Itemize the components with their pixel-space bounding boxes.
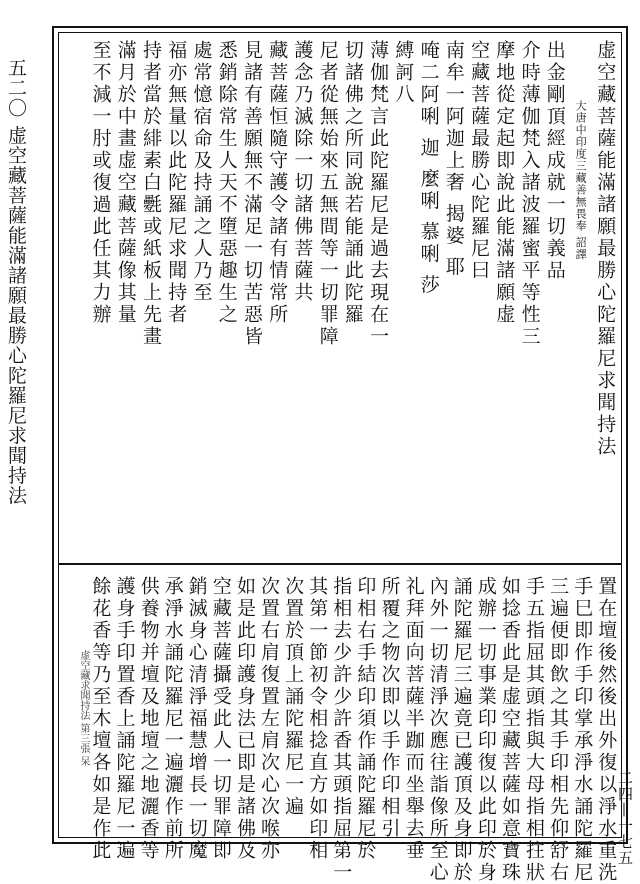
top-column: 至不減一肘或復過此任其力辦 <box>89 40 112 326</box>
bottom-column: 置在壇後然後出外復以淨水重洗 <box>595 576 618 884</box>
bottom-column: 礼拜面向菩薩半跏而坐舉去垂 <box>402 576 425 862</box>
bottom-column: 如捻香此是虚空藏菩薩如意寶珠 <box>499 576 521 884</box>
bottom-column: 手巳即作手印掌承淨水誦陀羅尼 <box>571 576 594 884</box>
bottom-column: 次置於頂上誦陀羅尼一遍 <box>282 576 305 818</box>
top-column: 虚空藏菩薩能滿諸願最勝心陀羅尼求聞持法 <box>594 40 617 458</box>
top-column: 介時薄伽梵入諸波羅蜜平等性三 <box>518 40 541 348</box>
bottom-column: 護身手印置香上誦陀羅尼一遍 <box>113 576 136 862</box>
left-margin-caption: 五二〇 虚空藏菩薩能滿諸願最勝心陀羅尼求聞持法 <box>5 58 27 506</box>
top-column: 滿月於中畫虚空藏菩薩像其量 <box>114 40 137 326</box>
bottom-stamp: 虚空藏求聞持法 第三張 呆 <box>78 650 89 767</box>
top-column: 薄伽梵言此陀羅尼是過去現在一 <box>367 40 390 348</box>
top-column: 空藏菩薩最勝心陀羅尼曰 <box>468 40 491 282</box>
section-divider <box>58 563 622 565</box>
top-column: 藏菩薩恒隨守護令諸有情常所 <box>266 40 289 326</box>
bottom-column: 如是此印護身法已即是諸佛及 <box>234 576 256 862</box>
top-column: 持者當於緋素白氎或紙板上先畫 <box>140 40 162 348</box>
top-column: 縛訶八 <box>392 40 415 106</box>
bottom-column: 其第一節初令相捻直方如印相 <box>306 576 329 862</box>
bottom-column: 誦陀羅尼三遍竟已護頂及身即於 <box>450 576 473 884</box>
top-column: 見諸有善願無不滿足一切苦惡皆 <box>241 40 263 348</box>
bottom-column: 餘花香等乃至木壇各如是作此 <box>89 576 112 862</box>
top-column: 南牟一阿迦上奢 揭婆 耶 <box>442 40 465 279</box>
right-margin-page-number: 二四—一七五 <box>616 770 634 866</box>
bottom-column: 印相右手結印須作誦陀羅尼於 <box>354 576 377 862</box>
top-column: 出金剛頂經成就一切義品 <box>543 40 566 282</box>
top-column: 福亦無量以此陀羅尼求聞持者 <box>165 40 188 326</box>
top-column: 處常憶宿命及持誦之人乃至 <box>190 40 213 304</box>
bottom-column: 成辦一切事業印印復以此印於身 <box>474 576 497 884</box>
top-column: 悉銷除常生人天不墮惡趣生之 <box>215 40 238 326</box>
bottom-column: 次置右肩復置左肩次心次喉亦 <box>258 576 280 862</box>
bottom-column: 手五指屈其頭指與大母指相拄狀 <box>523 576 545 884</box>
bottom-column: 承淨水誦陀羅尼一遍灑作前所 <box>161 576 184 862</box>
bottom-column: 銷滅身心清淨福慧增長一切魔 <box>185 576 208 862</box>
top-column: 尼者從無始來五無間等一切罪障 <box>316 40 339 348</box>
bottom-column: 空藏菩薩攝受此人一切罪障即 <box>209 576 232 862</box>
top-column: 唵二阿唎 迦 麼唎 慕唎 莎 <box>417 40 440 297</box>
top-column: 護念乃滅除一切諸佛菩薩共 <box>291 40 314 304</box>
top-column: 切諸佛之所同說若能誦此陀羅 <box>341 40 364 326</box>
bottom-column: 所覆之物次即以手作印相引 <box>378 576 401 840</box>
bottom-column: 三遍便即飲之其手印相先仰舒右 <box>547 576 570 884</box>
bottom-column: 指相去少許少許香其頭指屈第一 <box>330 576 353 884</box>
top-column: 摩地從定起即說此能滿諸願虚 <box>493 40 516 326</box>
top-column: 大唐中印度三藏善無畏奉 詔譯 <box>574 100 588 261</box>
bottom-column: 供養物并壇及地壇之地灑香等 <box>137 576 160 862</box>
bottom-column: 內外一切清淨次應往詣像所至心 <box>426 576 449 884</box>
